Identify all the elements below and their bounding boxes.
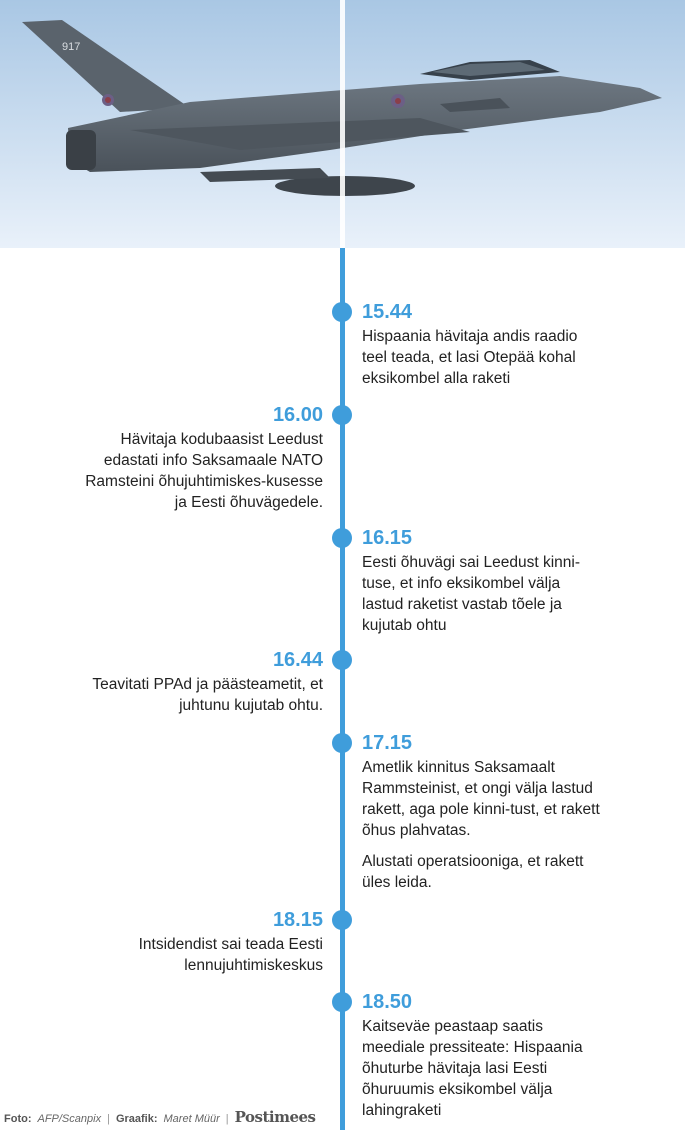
event-text: Kaitseväe peastaap saatis meediale pressiteate: Hispaania õhuturbe hävitaja lasi Eesti õhuruumis eksikombel välja lahingraketi	[362, 1018, 583, 1119]
event-text: Teavitati PPAd ja päästeametit, et juhtunu kujutab ohtu.	[92, 676, 323, 714]
timeline-dot	[332, 405, 352, 425]
event-text-extra: Alustati operatsiooniga, et rakett üles leida.	[362, 853, 584, 891]
timeline-dot	[332, 528, 352, 548]
event-time: 18.50	[362, 991, 413, 1013]
hero-image	[0, 0, 685, 248]
event-time: 17.15	[362, 732, 413, 754]
timeline-event	[83, 648, 323, 716]
tail-number: 917	[62, 41, 81, 53]
timeline-event	[362, 731, 602, 893]
fighter-jet-photo	[0, 0, 685, 248]
timeline-event	[83, 403, 323, 513]
event-time: 16.15	[362, 527, 413, 549]
event-text: Eesti õhuvägi sai Leedust kinni-tuse, et info eksikombel välja lastud raketist vastab tõele ja kujutab ohtu	[362, 554, 580, 634]
timeline-event	[362, 300, 602, 389]
photo-label: Foto:	[4, 1113, 32, 1125]
graphic-credit: Maret Müür	[163, 1113, 220, 1125]
timeline-dot	[332, 650, 352, 670]
timeline-dot	[332, 910, 352, 930]
timeline-event	[83, 908, 323, 976]
credit-separator: |	[225, 1113, 229, 1125]
credit-separator: |	[107, 1113, 110, 1125]
event-text: Hispaania hävitaja andis raadio teel teada, et lasi Otepää kohal eksikombel alla raketi	[362, 328, 578, 387]
event-time: 16.44	[272, 649, 323, 671]
credits-footer	[4, 1110, 315, 1126]
event-text: Ametlik kinnitus Saksamaalt Rammsteinist, et ongi välja lastud rakett, aga pole kinni-tust, et rakett õhus plahvatas.	[362, 759, 600, 839]
timeline-dot	[332, 992, 352, 1012]
graphic-label: Graafik:	[115, 1113, 158, 1125]
event-time: 18.15	[272, 909, 323, 931]
event-time: 16.00	[272, 404, 323, 426]
timeline-dot	[332, 733, 352, 753]
timeline-event	[362, 526, 602, 636]
event-time: 15.44	[362, 301, 413, 323]
timeline-event	[362, 990, 602, 1121]
photo-credit: AFP/Scanpix	[37, 1113, 102, 1125]
postimees-logo: Postimees	[234, 1108, 316, 1126]
event-text: Hävitaja kodubaasist Leedust edastati info Saksamaale NATO Ramsteini õhujuhtimiskes-kusesse ja Eesti õhuvägedele.	[85, 431, 323, 511]
timeline-dot	[332, 302, 352, 322]
event-text: Intsidendist sai teada Eesti lennujuhtimiskeskus	[138, 936, 323, 974]
